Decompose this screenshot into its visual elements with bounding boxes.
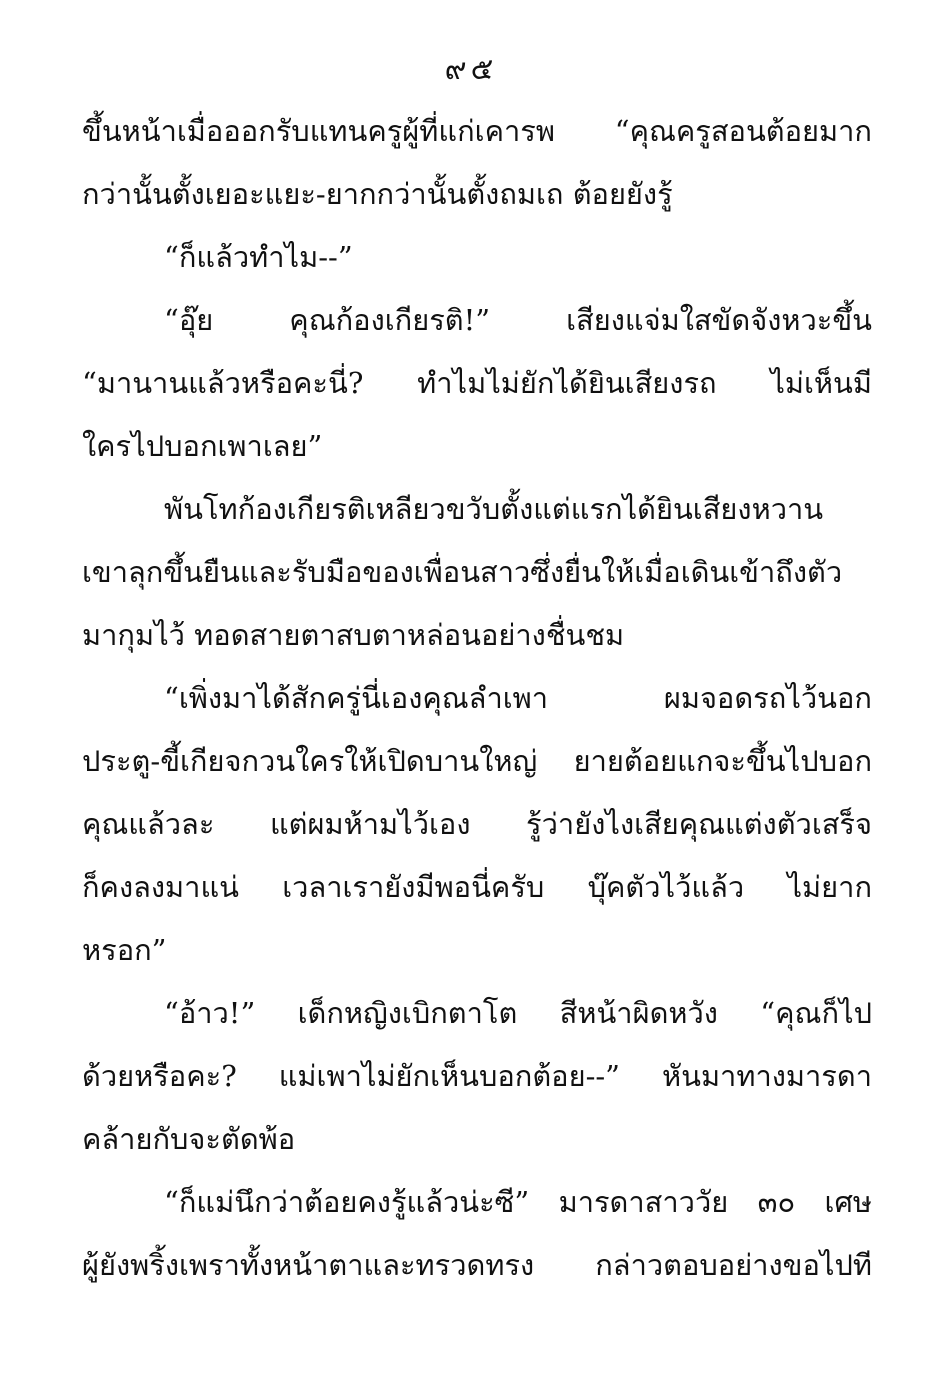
text-line: หรอก”: [82, 933, 167, 967]
text-line: ขึ้นหน้าเมื่อออกรับแทนครูผู้ที่แก่เคารพ “คุณครูสอนต้อยมาก: [82, 114, 872, 148]
text-line: คล้ายกับจะตัดพ้อ: [82, 1122, 296, 1156]
dialogue-line: “อุ๊ย คุณก้องเกียรติ!” เสียงแจ่มใสขัดจังหวะขึ้น: [164, 303, 872, 337]
text-line: ก็คงลงมาแน่ เวลาเรายังมีพอนี่ครับ บุ๊คตัวไว้แล้ว ไม่ยาก: [82, 870, 872, 904]
text-line: “มานานแล้วหรือคะนี่? ทำไมไม่ยักได้ยินเสียงรถ ไม่เห็นมี: [82, 366, 872, 400]
text-line: ผู้ยังพริ้งเพราทั้งหน้าตาและทรวดทรง กล่าวตอบอย่างขอไปที: [82, 1248, 872, 1282]
page-body-text: [82, 100, 872, 1297]
text-line: เขาลุกขึ้นยืนและรับมือของเพื่อนสาวซึ่งยื่นให้เมื่อเดินเข้าถึงตัว: [82, 555, 843, 589]
dialogue-line: “ก็แล้วทำไม--”: [164, 240, 353, 274]
dialogue-line: “เพิ่งมาได้สักครู่นี่เองคุณลำเพา ผมจอดรถไว้นอก: [164, 681, 872, 715]
page-number: ๙๕: [444, 52, 498, 87]
text-line: ประตู-ขี้เกียจกวนใครให้เปิดบานใหญ่ ยายต้อยแกจะขึ้นไปบอก: [82, 744, 872, 778]
text-line: กว่านั้นตั้งเยอะแยะ-ยากกว่านั้นตั้งถมเถ ต้อยยังรู้: [82, 177, 673, 211]
text-line: คุณแล้วละ แต่ผมห้ามไว้เอง รู้ว่ายังไงเสียคุณแต่งตัวเสร็จ: [82, 807, 872, 841]
paragraph-start-line: พันโทก้องเกียรติเหลียวขวับตั้งแต่แรกได้ยินเสียงหวาน: [164, 492, 824, 526]
dialogue-line: “ก็แม่นึกว่าต้อยคงรู้แล้วน่ะซี” มารดาสาววัย ๓๐ เศษ: [164, 1185, 872, 1219]
text-line: ใครไปบอกเพาเลย”: [82, 429, 323, 463]
text-line: มากุมไว้ ทอดสายตาสบตาหล่อนอย่างชื่นชม: [82, 618, 625, 652]
dialogue-line: “อ้าว!” เด็กหญิงเบิกตาโต สีหน้าผิดหวัง “คุณก็ไป: [164, 996, 872, 1030]
text-line: ด้วยหรือคะ? แม่เพาไม่ยักเห็นบอกต้อย--” หันมาทางมารดา: [82, 1059, 872, 1093]
